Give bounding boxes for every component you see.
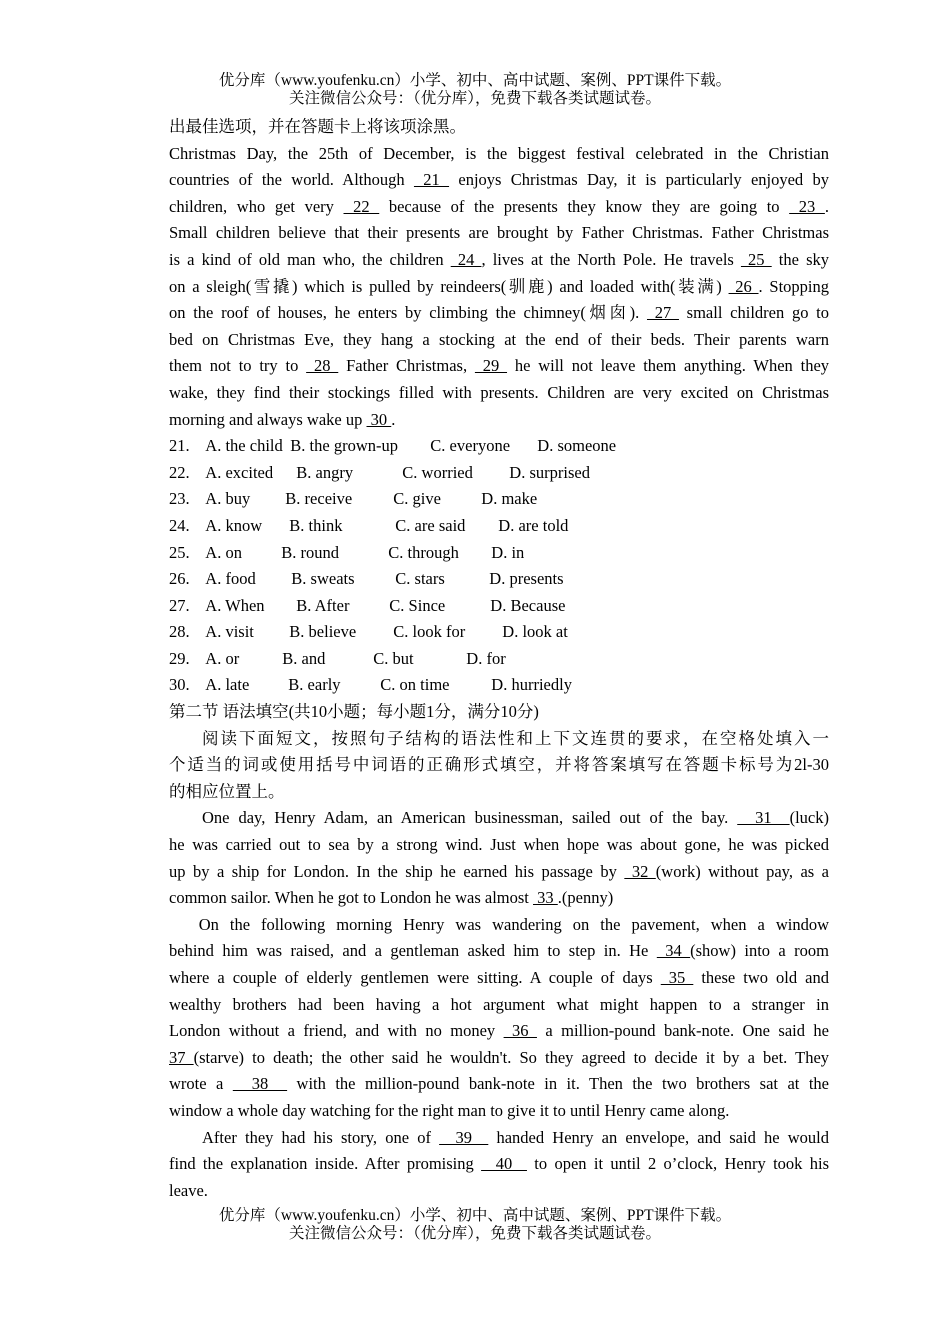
cloze-line (169, 274, 829, 301)
option-d: D. someone (537, 436, 617, 456)
cloze-line (169, 407, 829, 434)
blank-25: 25 (740, 249, 772, 269)
text-span: these two old and (693, 968, 829, 987)
text-span: Father Christmas, (338, 356, 475, 376)
grammar-line: wealthy brothers had been having a hot argument what might happen to a stranger in (169, 994, 829, 1014)
cloze-line: wake, they find their stockings filled with presents. Children are very excited on Christmas (169, 382, 829, 402)
blank-36: 36 (503, 1021, 537, 1041)
question-number: 25. (169, 542, 190, 562)
page-footer (0, 1207, 950, 1243)
option-a: A. buy (205, 489, 251, 509)
blank-24: 24 (450, 249, 482, 269)
text-span: , lives at the North Pole. He travels (481, 249, 741, 269)
option-row (169, 646, 829, 673)
blank-33: 33 (533, 888, 558, 908)
option-c: C. look for (393, 622, 466, 642)
option-a: A. visit (205, 622, 254, 642)
cloze-line: Small children believe that their presents are brought by Father Christmas. Father Christmas (169, 223, 829, 243)
option-b: B. believe (289, 622, 357, 642)
text-span: he will not leave them anything. When they (507, 356, 829, 376)
text-span: them not to try to (169, 356, 307, 376)
text-span: children, who get very (169, 196, 344, 216)
text-span: the sky (771, 249, 829, 269)
blank-40: 40 (481, 1154, 527, 1174)
option-b: B. and (282, 648, 326, 668)
document-body (169, 114, 829, 1204)
grammar-line (169, 1125, 829, 1152)
text-span: (starve) to death; the other said he wouldn't. So they agreed to decide it by a bet. They (193, 1047, 829, 1067)
grammar-line: leave. (169, 1180, 208, 1200)
text-span: (show) into a room (690, 941, 829, 961)
instruction-line: 阅读下面短文，按照句子结构的语法性和上下文连贯的要求，在空格处填入一 (202, 728, 829, 748)
text-span: countries of the world. Although (169, 170, 414, 190)
instruction-line: 的相应位置上。 (169, 781, 285, 801)
option-d: D. for (466, 648, 506, 668)
text-span: (work) without pay, as a (655, 861, 829, 881)
grammar-line (169, 1045, 829, 1072)
option-b: B. think (289, 515, 343, 535)
option-c: C. Since (389, 595, 446, 615)
blank-23: 23 (789, 196, 825, 216)
option-c: C. but (373, 648, 414, 668)
blank-22: 22 (343, 196, 380, 216)
blank-30: 30 (366, 409, 392, 429)
text-span: enjoys Christmas Day, it is particularly enjoyed by (449, 170, 829, 190)
blank-29: 29 (474, 356, 508, 376)
cloze-line (169, 247, 829, 274)
option-c: C. on time (380, 675, 450, 695)
option-row (169, 672, 829, 699)
option-c: C. stars (395, 569, 445, 589)
question-number: 23. (169, 489, 190, 509)
grammar-line (169, 965, 829, 992)
option-b: B. the grown-up (290, 436, 398, 456)
text-span: to open it until 2 o’clock, Henry took his (526, 1154, 829, 1174)
question-number: 27. (169, 595, 190, 615)
header-line-2: 关注微信公众号：（优分库），免费下载各类试题试卷。 (288, 90, 661, 107)
text-span: is a kind of old man who, the children (169, 249, 451, 269)
blank-27: 27 (646, 303, 679, 323)
option-b: B. angry (296, 462, 354, 482)
text-span: (luck) (789, 808, 829, 828)
text-span: find the explanation inside. After promising (169, 1154, 482, 1174)
question-number: 22. (169, 462, 190, 482)
option-a: A. know (205, 515, 263, 535)
option-d: D. presents (489, 569, 564, 589)
footer-line-1: 优分库（www.youfenku.cn）小学、初中、高中试题、案例、PPT课件下载。 (218, 1207, 732, 1224)
blank-39: 39 (439, 1127, 489, 1147)
header-line-1: 优分库（www.youfenku.cn）小学、初中、高中试题、案例、PPT课件下载。 (218, 72, 732, 89)
grammar-line (169, 938, 829, 965)
option-c: C. everyone (430, 436, 511, 456)
option-d: D. surprised (509, 462, 590, 482)
option-a: A. food (205, 569, 256, 589)
blank-34: 34 (656, 941, 691, 961)
option-d: D. hurriedly (491, 675, 572, 695)
option-row (169, 540, 829, 567)
option-a: A. excited (205, 462, 274, 482)
option-row (169, 619, 829, 646)
option-c: C. are said (395, 515, 466, 535)
text-span: small children go to (678, 303, 829, 323)
option-b: B. early (288, 675, 341, 695)
option-a: A. or (205, 648, 240, 668)
question-number: 21. (169, 436, 190, 456)
option-row (169, 433, 829, 460)
options-list (169, 433, 829, 699)
option-d: D. in (491, 542, 525, 562)
text-span: London without a friend, and with no money (169, 1021, 504, 1041)
option-b: B. round (281, 542, 340, 562)
option-d: D. make (481, 489, 538, 509)
grammar-line (169, 1018, 829, 1045)
option-c: C. worried (402, 462, 473, 482)
text-span: common sailor. When he got to London he was almost (169, 888, 534, 908)
text-span: behind him was raised, and a gentleman asked him to step in. He (169, 941, 657, 961)
option-c: C. through (388, 542, 459, 562)
text-span: morning and always wake up (169, 409, 367, 429)
grammar-line: window a whole day watching for the right man to give it to until Henry came along. (169, 1100, 730, 1120)
option-a: A. on (205, 542, 242, 562)
text-span: .(penny) (557, 888, 614, 908)
blank-31: 31 (737, 808, 790, 828)
option-d: D. are told (498, 515, 569, 535)
text-span: . (824, 196, 829, 216)
question-number: 30. (169, 675, 190, 695)
blank-38: 38 (232, 1074, 288, 1094)
cloze-line (169, 194, 829, 221)
grammar-line (169, 1151, 829, 1178)
grammar-passage (169, 805, 829, 1204)
cloze-passage (169, 141, 829, 434)
section-title: 第二节 语法填空(共10小题；每小题1分，满分10分) (169, 702, 539, 722)
text-span: a million-pound bank-note. One said he (536, 1021, 829, 1041)
question-number: 24. (169, 515, 190, 535)
text-span: wrote a (169, 1074, 233, 1094)
footer-line-2: 关注微信公众号：（优分库），免费下载各类试题试卷。 (288, 1225, 661, 1242)
blank-26: 26 (728, 276, 759, 296)
text-span: After they had his story, one of (202, 1127, 440, 1147)
text-span: up by a ship for London. In the ship he earned his passage by (169, 861, 625, 881)
blank-32: 32 (624, 861, 656, 881)
option-b: B. After (296, 595, 350, 615)
text-span: . Stopping (758, 276, 829, 296)
cloze-line (169, 353, 829, 380)
page-header (0, 72, 950, 108)
option-row (169, 513, 829, 540)
cloze-line: bed on Christmas Eve, they hang a stocking at the end of their beds. Their parents warn (169, 329, 829, 349)
text-span: because of the presents they know they are going to (379, 196, 790, 216)
cloze-line (169, 167, 829, 194)
grammar-line (169, 885, 829, 912)
question-number: 26. (169, 569, 190, 589)
cloze-line (169, 300, 829, 327)
grammar-line: On the following morning Henry was wandering on the pavement, when a window (198, 914, 829, 934)
option-c: C. give (393, 489, 441, 509)
text-span: handed Henry an envelope, and said he would (488, 1127, 829, 1147)
text-span: on the roof of houses, he enters by climbing the chimney(烟囱). (169, 303, 647, 323)
question-number: 28. (169, 622, 190, 642)
option-b: B. receive (285, 489, 353, 509)
grammar-line: he was carried out to sea by a strong wind. Just when hope was about gone, he was picked (169, 835, 829, 855)
option-d: D. look at (502, 622, 568, 642)
option-a: A. When (205, 595, 265, 615)
option-row (169, 593, 829, 620)
grammar-line (169, 805, 829, 832)
option-b: B. sweats (291, 569, 355, 589)
text-span: with the million-pound bank-note in it. Then the two brothers sat at the (287, 1074, 829, 1094)
option-row (169, 460, 829, 487)
grammar-line (169, 859, 829, 886)
grammar-line (169, 1071, 829, 1098)
option-a: A. late (205, 675, 250, 695)
text-span: One day, Henry Adam, an American businessman, sailed out of the bay. (202, 808, 738, 828)
option-d: D. Because (490, 595, 566, 615)
question-number: 29. (169, 648, 190, 668)
option-row (169, 486, 829, 513)
instruction-line: 个适当的词或使用括号中词语的正确形式填空，并将答案填写在答题卡标号为2l-30 (169, 755, 829, 775)
blank-21: 21 (413, 170, 450, 190)
text-span: where a couple of elderly gentlemen were sitting. A couple of days (169, 968, 661, 987)
option-a: A. the child (205, 436, 283, 456)
blank-28: 28 (306, 356, 339, 376)
blank-35: 35 (660, 968, 694, 987)
intro-line: 出最佳选项，并在答题卡上将该项涂黑。 (169, 117, 466, 136)
option-row (169, 566, 829, 593)
blank-37: 37 (169, 1047, 194, 1067)
cloze-line: Christmas Day, the 25th of December, is the biggest festival celebrated in the Christian (169, 143, 829, 163)
text-span: on a sleigh(雪撬) which is pulled by reindeers(驯鹿) and loaded with(装满) (169, 276, 729, 296)
text-span: . (391, 409, 396, 429)
